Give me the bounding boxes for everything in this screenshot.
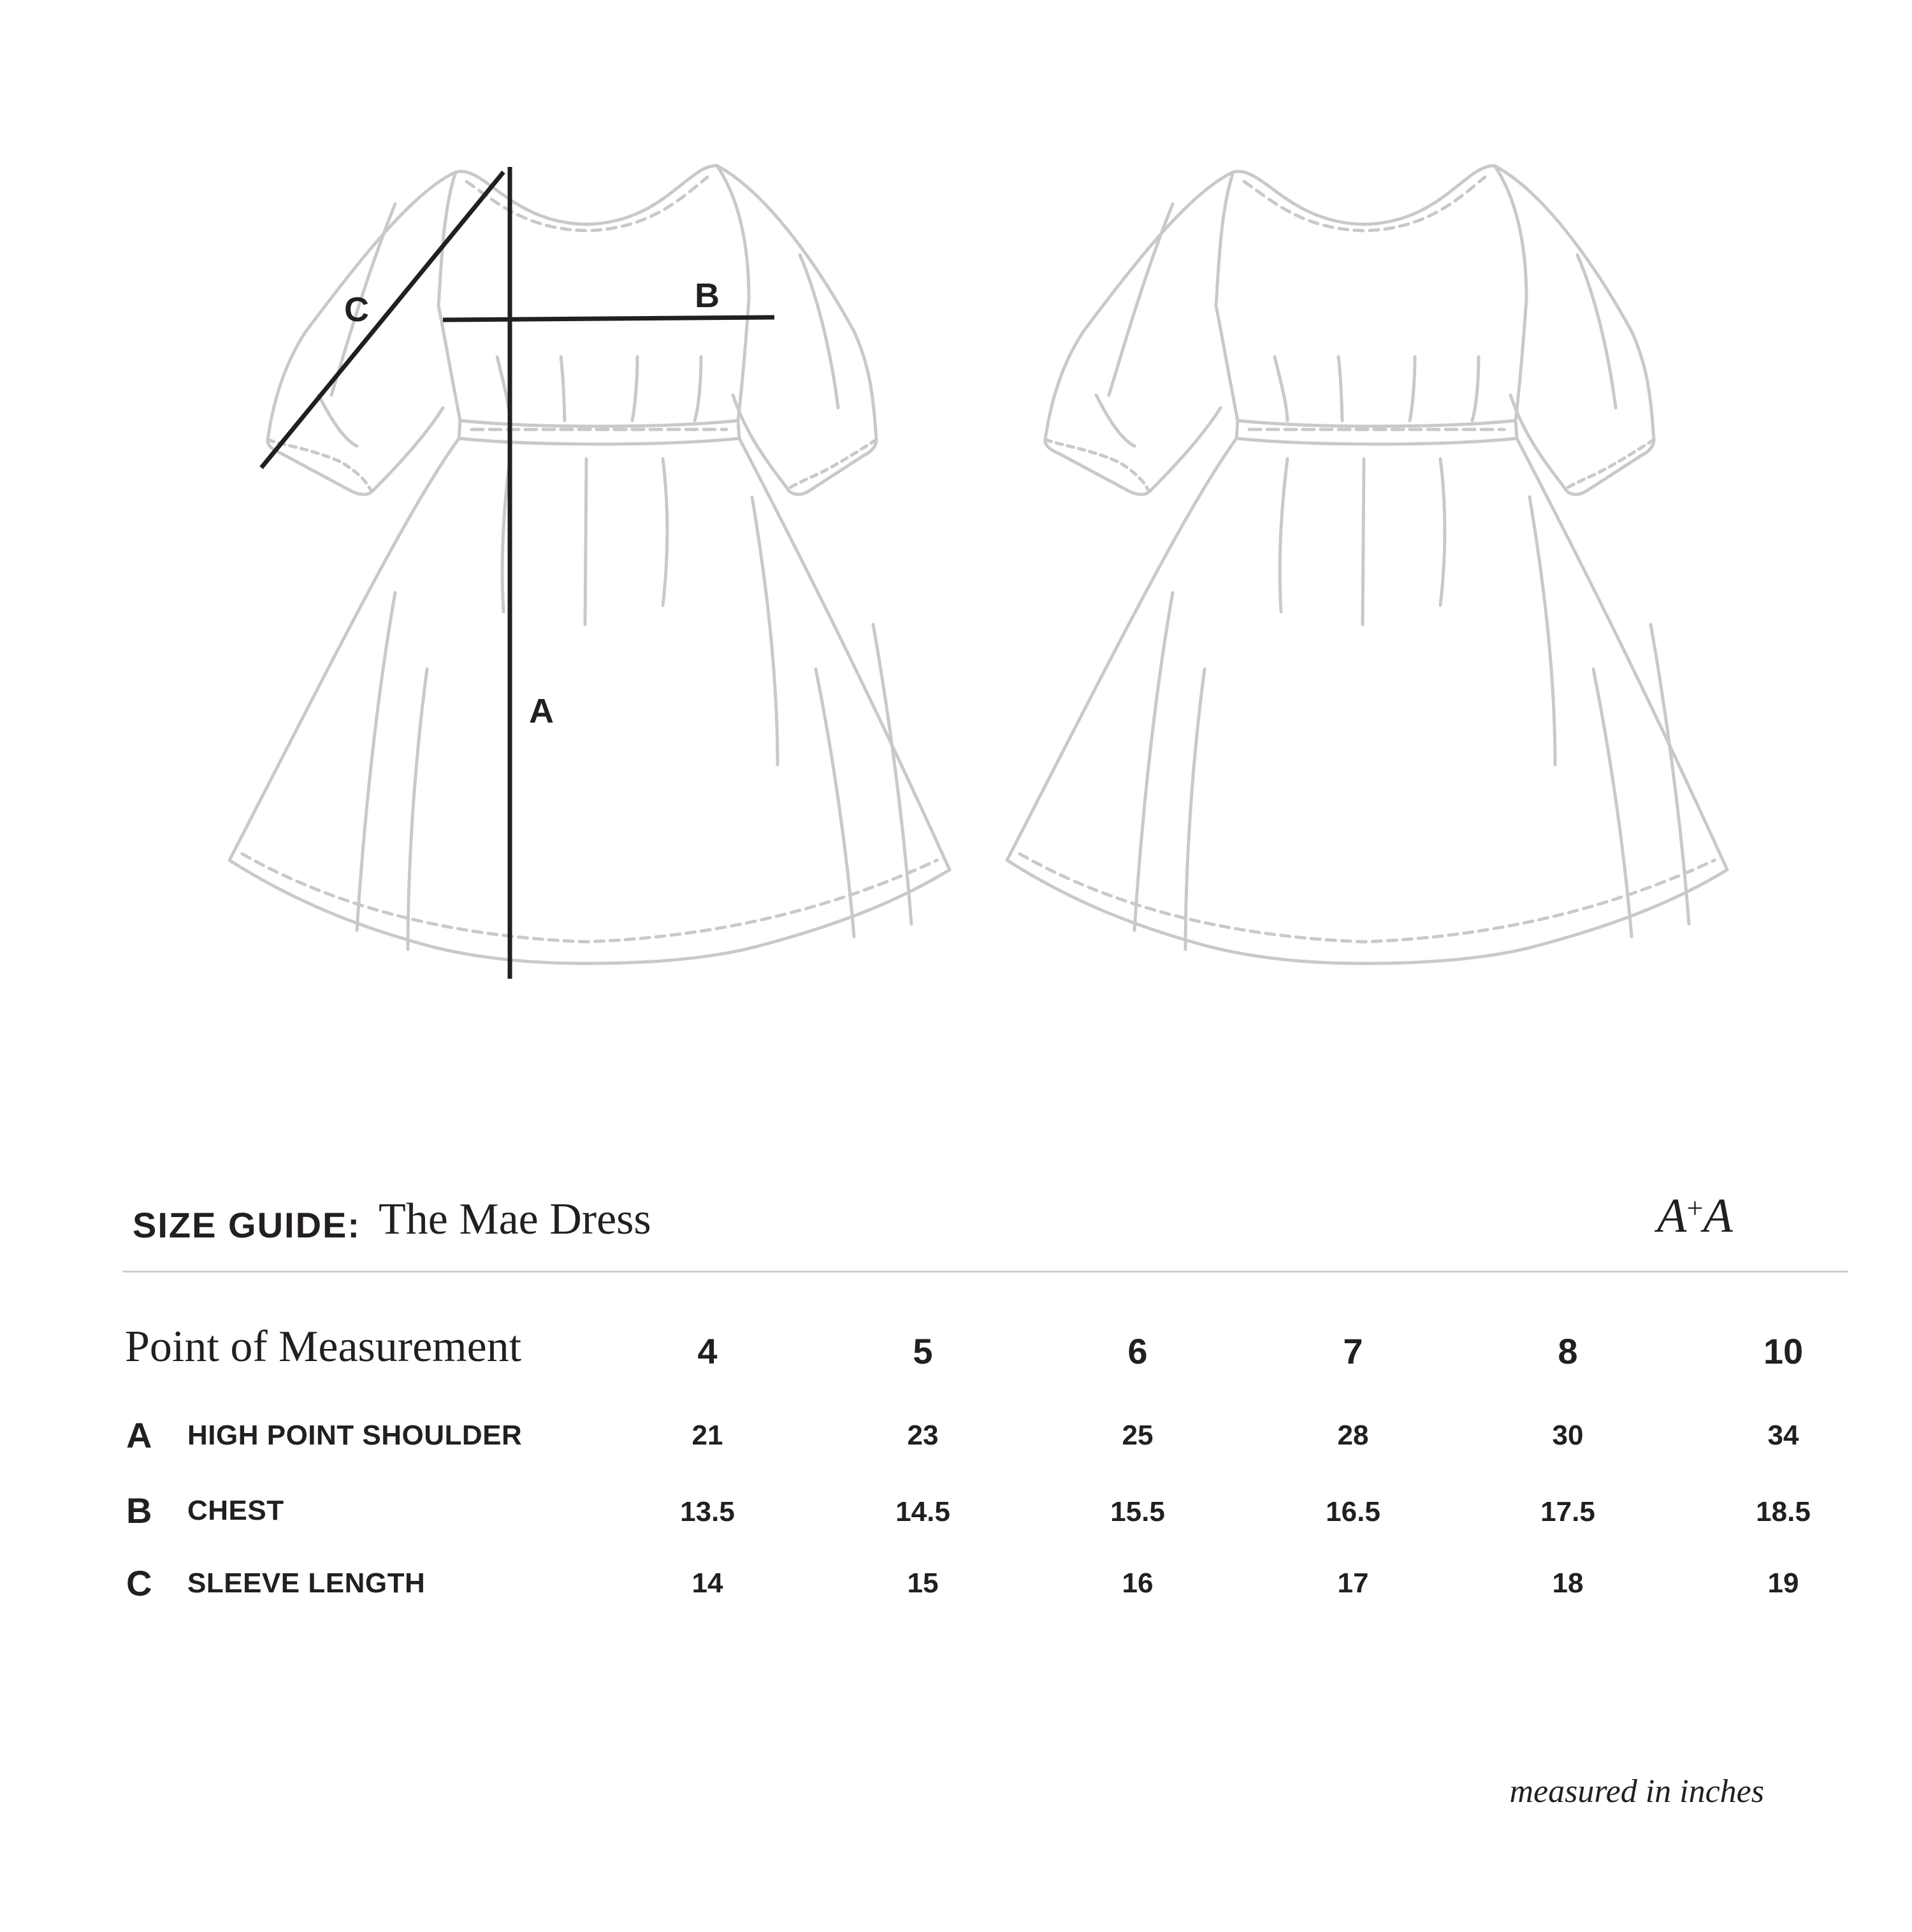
product-title: The Mae Dress xyxy=(379,1195,651,1244)
size-column-header: 5 xyxy=(913,1331,933,1371)
size-column-header: 6 xyxy=(1127,1331,1148,1371)
marker-c: C xyxy=(344,291,369,329)
marker-a: A xyxy=(529,692,554,730)
logo-letter-left: A xyxy=(1657,1189,1687,1243)
table-cell: 14 xyxy=(692,1568,723,1599)
table-cell: 17 xyxy=(1337,1568,1369,1599)
row-letter: A xyxy=(126,1415,152,1455)
row-letter: C xyxy=(126,1563,152,1603)
size-column-header: 10 xyxy=(1763,1331,1804,1371)
table-cell: 13.5 xyxy=(680,1496,735,1527)
logo-letter-right: A xyxy=(1703,1189,1733,1243)
logo-plus: + xyxy=(1686,1192,1704,1224)
table-cell: 14.5 xyxy=(895,1496,950,1527)
table-cell: 28 xyxy=(1337,1420,1369,1451)
row-label: CHEST xyxy=(187,1495,284,1526)
table-cell: 18.5 xyxy=(1756,1496,1811,1527)
table-cell: 34 xyxy=(1767,1420,1799,1451)
table-cell: 19 xyxy=(1767,1568,1799,1599)
row-letter: B xyxy=(126,1490,152,1531)
table-cell: 25 xyxy=(1122,1420,1154,1451)
row-label: SLEEVE LENGTH xyxy=(187,1568,426,1599)
table-cell: 18 xyxy=(1552,1568,1584,1599)
brand-logo xyxy=(1657,1188,1733,1244)
row-label: HIGH POINT SHOULDER xyxy=(187,1420,523,1451)
table-cell: 17.5 xyxy=(1540,1496,1595,1527)
table-cell: 23 xyxy=(907,1420,939,1451)
size-guide-label: SIZE GUIDE: xyxy=(133,1205,361,1245)
table-cell: 15.5 xyxy=(1110,1496,1165,1527)
header-divider xyxy=(122,1271,1848,1272)
point-of-measurement-heading: Point of Measurement xyxy=(125,1322,522,1371)
table-cell: 16.5 xyxy=(1326,1496,1380,1527)
size-column-header: 8 xyxy=(1558,1331,1578,1371)
units-footnote: measured in inches xyxy=(1509,1773,1764,1810)
marker-b: B xyxy=(695,277,720,315)
table-cell: 21 xyxy=(692,1420,723,1451)
size-column-header: 7 xyxy=(1343,1331,1363,1371)
measure-line-b xyxy=(443,317,774,320)
table-cell: 16 xyxy=(1122,1568,1154,1599)
table-cell: 30 xyxy=(1552,1420,1584,1451)
table-cell: 15 xyxy=(907,1568,939,1599)
size-column-header: 4 xyxy=(697,1331,718,1371)
